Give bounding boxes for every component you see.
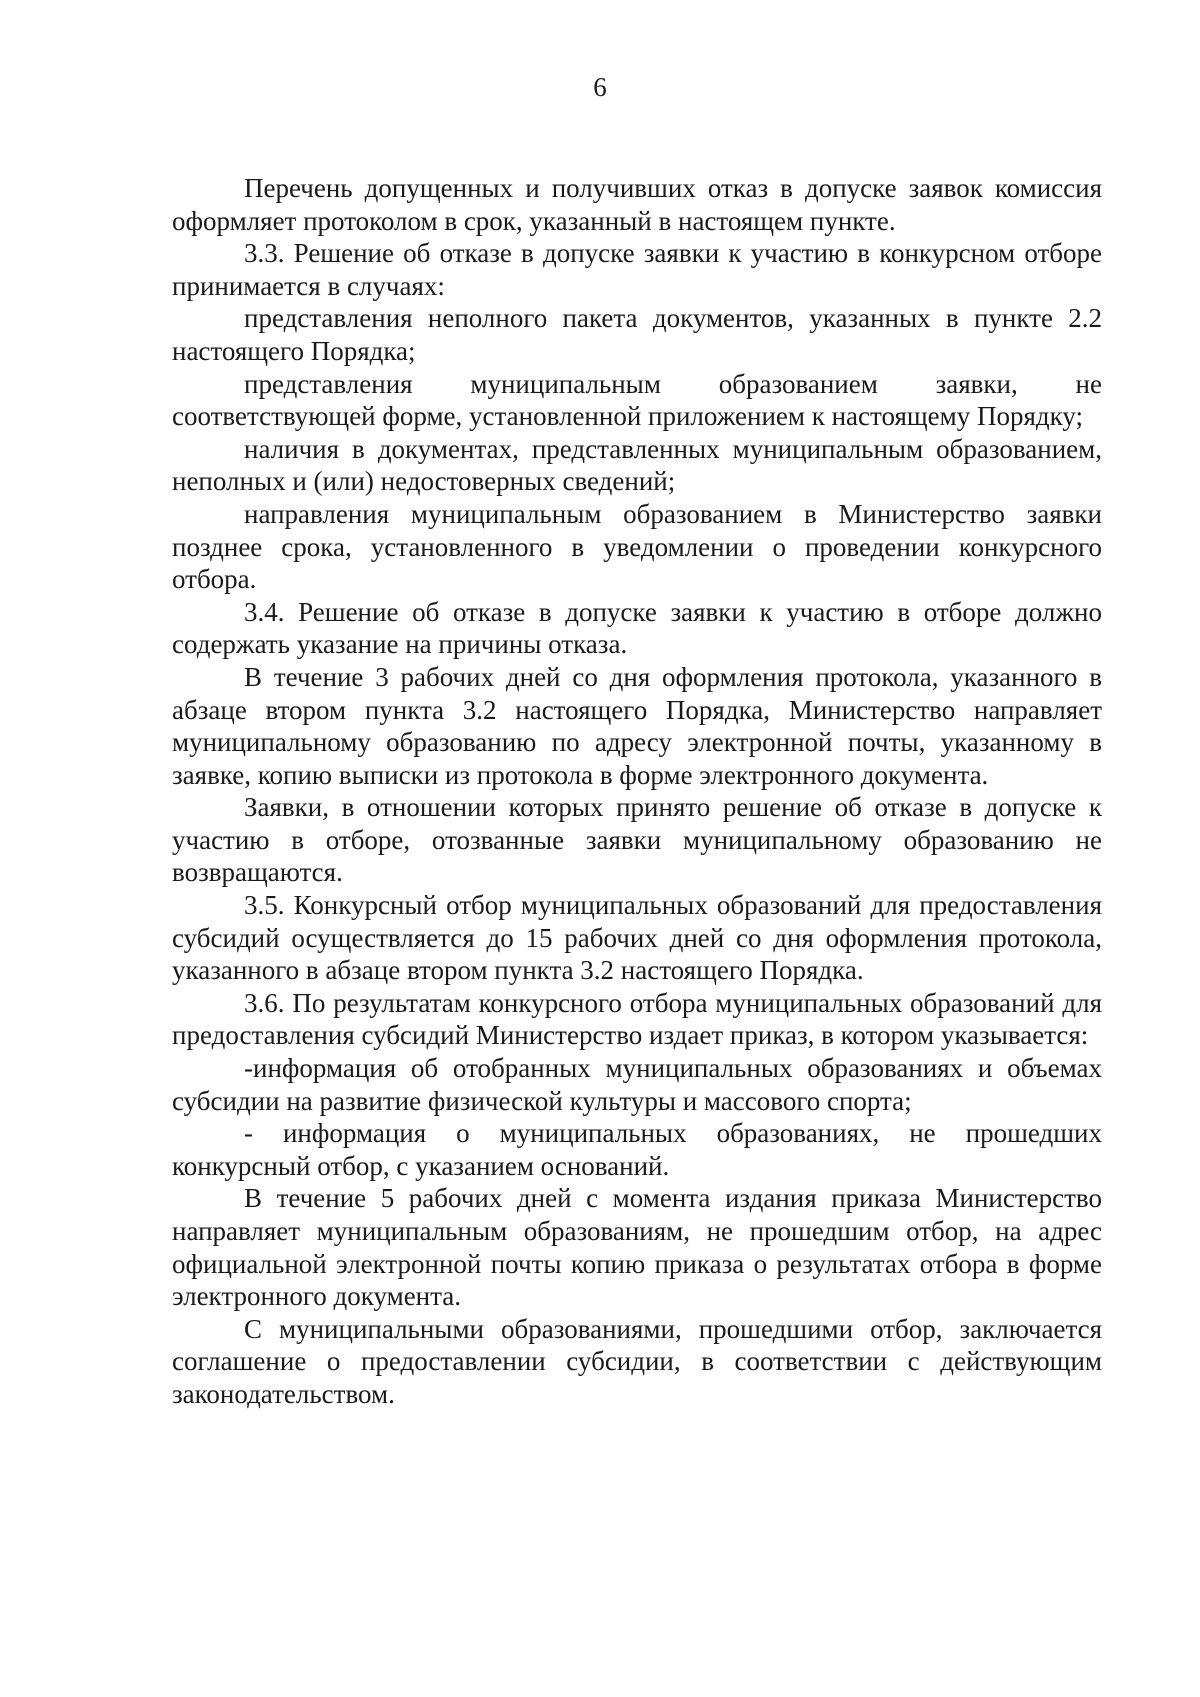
paragraph-late-submission: направления муниципальным образованием в Министерство заявки позднее срока, установленного в уведомлении о проведении конкурсного отбора.	[172, 498, 1102, 595]
paragraph-selected-info: -информация об отобранных муниципальных образованиях и объемах субсидии на развитие физической культуры и массового спорта;	[172, 1053, 1102, 1116]
paragraph-incomplete-package: представления неполного пакета документов, указанных в пункте 2.2 настоящего Порядка;	[172, 303, 1102, 366]
paragraph-notification-3-days: В течение 3 рабочих дней со дня оформления протокола, указанного в абзаце втором пункта 3.2 настоящего Порядка, Министерство направляет муниципальному образованию по адресу электронной почты, указанному в заявке, копию выписки из протокола в форме электронного документа.	[172, 661, 1102, 790]
paragraph-nonconforming-form: представления муниципальным образованием заявки, не соответствующей форме, установленной приложением к настоящему Порядку;	[172, 368, 1102, 432]
paragraph-3-3: 3.3. Решение об отказе в допуске заявки к участию в конкурсном отборе принимается в случаях:	[172, 238, 1102, 301]
paragraph-agreement: С муниципальными образованиями, прошедшими отбор, заключается соглашение о предоставлении субсидии, в соответствии с действующим законодательством.	[172, 1313, 1102, 1409]
page-number: 6	[593, 72, 607, 102]
paragraph-3-4: 3.4. Решение об отказе в допуске заявки к участию в отборе должно содержать указание на причины отказа.	[172, 596, 1102, 660]
paragraph-3-5: 3.5. Конкурсный отбор муниципальных образований для предоставления субсидий осуществляется до 15 рабочих дней со дня оформления протокола, указанного в абзаце втором пункта 3.2 настоящего Порядка.	[172, 890, 1102, 986]
paragraph-applications-not-returned: Заявки, в отношении которых принято решение об отказе в допуске к участию в отборе, отозванные заявки муниципальному образованию не возвращаются.	[172, 792, 1102, 888]
paragraph-rejected-info: - информация о муниципальных образованиях, не прошедших конкурсный отбор, с указанием оснований.	[172, 1118, 1102, 1181]
paragraph-commission-protocol: Перечень допущенных и получивших отказ в допуске заявок комиссия оформляет протоколом в срок, указанный в настоящем пункте.	[172, 173, 1102, 236]
paragraph-notification-5-days: В течение 5 рабочих дней с момента издания приказа Министерство направляет муниципальным образованиям, не прошедшим отбор, на адрес официальной электронной почты копию приказа о результатах отбора в форме электронного документа.	[172, 1183, 1102, 1312]
document-body	[172, 172, 1102, 1411]
paragraph-3-6: 3.6. По результатам конкурсного отбора муниципальных образований для предоставления субсидий Министерство издает приказ, в котором указывается:	[172, 987, 1102, 1051]
paragraph-unreliable-info: наличия в документах, представленных муниципальным образованием, неполных и (или) недостоверных сведений;	[172, 433, 1102, 497]
